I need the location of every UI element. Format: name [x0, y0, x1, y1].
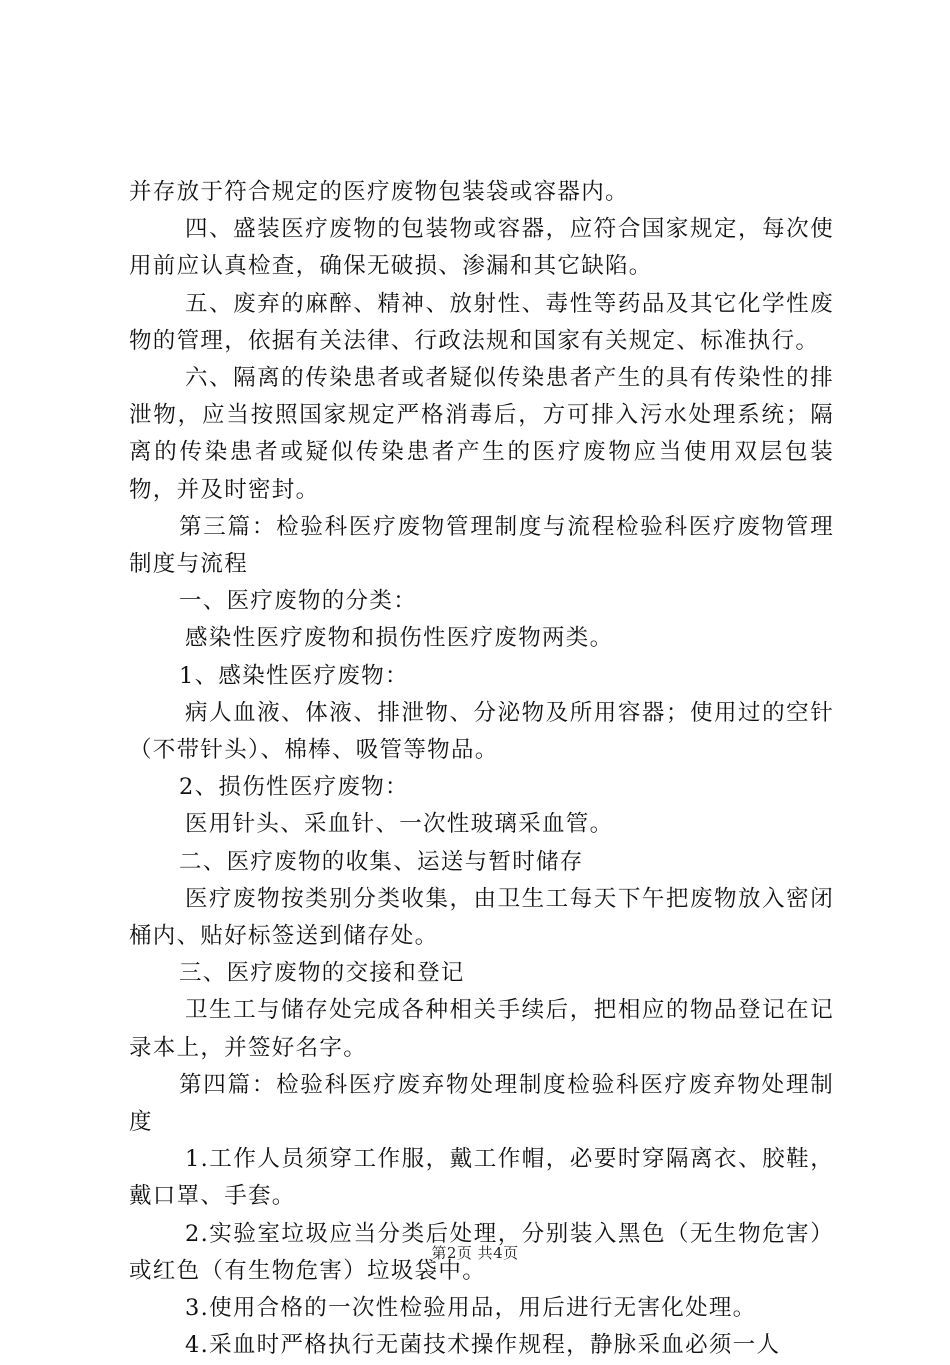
rule-item-1: 1.工作人员须穿工作服，戴工作帽，必要时穿隔离衣、胶鞋，戴口罩、手套。 [129, 1146, 834, 1210]
section-heading-part-3: 第三篇：检验科医疗废物管理制度与流程检验科医疗废物管理制度与流程 [129, 513, 834, 578]
paragraph-collection: 医疗废物按类别分类收集，由卫生工每天下午把废物放入密闭桶内、贴好标签送到储存处。 [129, 885, 834, 950]
section-heading-part-4: 第四篇：检验科医疗废弃物处理制度检验科医疗废弃物处理制度 [129, 1071, 834, 1136]
paragraph-injurious-waste: 医用针头、采血针、一次性玻璃采血管。 [185, 811, 614, 838]
subheading-infectious-waste: 1、感染性医疗废物： [179, 662, 409, 689]
page-footer: 第2页 共4页 [431, 1244, 519, 1262]
subheading-collection: 二、医疗废物的收集、运送与暂时储存 [179, 848, 584, 875]
rule-item-4: 4.采血时严格执行无菌技术操作规程，静脉采血必须一人 [185, 1332, 781, 1359]
paragraph-item-4: 四、盛装医疗废物的包装物或容器，应符合国家规定，每次使用前应认真检查，确保无破损、渗漏和其它缺陷。 [129, 216, 834, 280]
paragraph-item-5: 五、废弃的麻醉、精神、放射性、毒性等药品及其它化学性废物的管理，依据有关法律、行政法规和国家有关规定、标准执行。 [129, 290, 834, 354]
paragraph-infectious-waste: 病人血液、体液、排泄物、分泌物及所用容器；使用过的空针（不带针头）、棉棒、吸管等物品。 [129, 699, 834, 764]
paragraph-continuation: 并存放于符合规定的医疗废物包装袋或容器内。 [129, 179, 629, 205]
rule-item-2: 2.实验室垃圾应当分类后处理，分别装入黑色（无生物危害）或红色（有生物危害）垃圾袋中。 [129, 1220, 834, 1284]
document-body [129, 174, 834, 1365]
subheading-handover: 三、医疗废物的交接和登记 [179, 960, 465, 987]
paragraph-item-6: 六、隔离的传染患者或者疑似传染患者产生的具有传染性的排泄物，应当按照国家规定严格消毒后，方可排入污水处理系统；隔离的传染患者或疑似传染患者产生的医疗废物应当使用双层包装物，并及时密封。 [129, 365, 834, 503]
paragraph-classification: 感染性医疗废物和损伤性医疗废物两类。 [185, 625, 614, 652]
rule-item-3: 3.使用合格的一次性检验用品，用后进行无害化处理。 [185, 1295, 757, 1322]
subheading-injurious-waste: 2、损伤性医疗废物： [179, 774, 409, 801]
paragraph-handover: 卫生工与储存处完成各种相关手续后，把相应的物品登记在记录本上，并签好名字。 [129, 997, 834, 1061]
subheading-classification: 一、医疗废物的分类： [179, 588, 418, 615]
